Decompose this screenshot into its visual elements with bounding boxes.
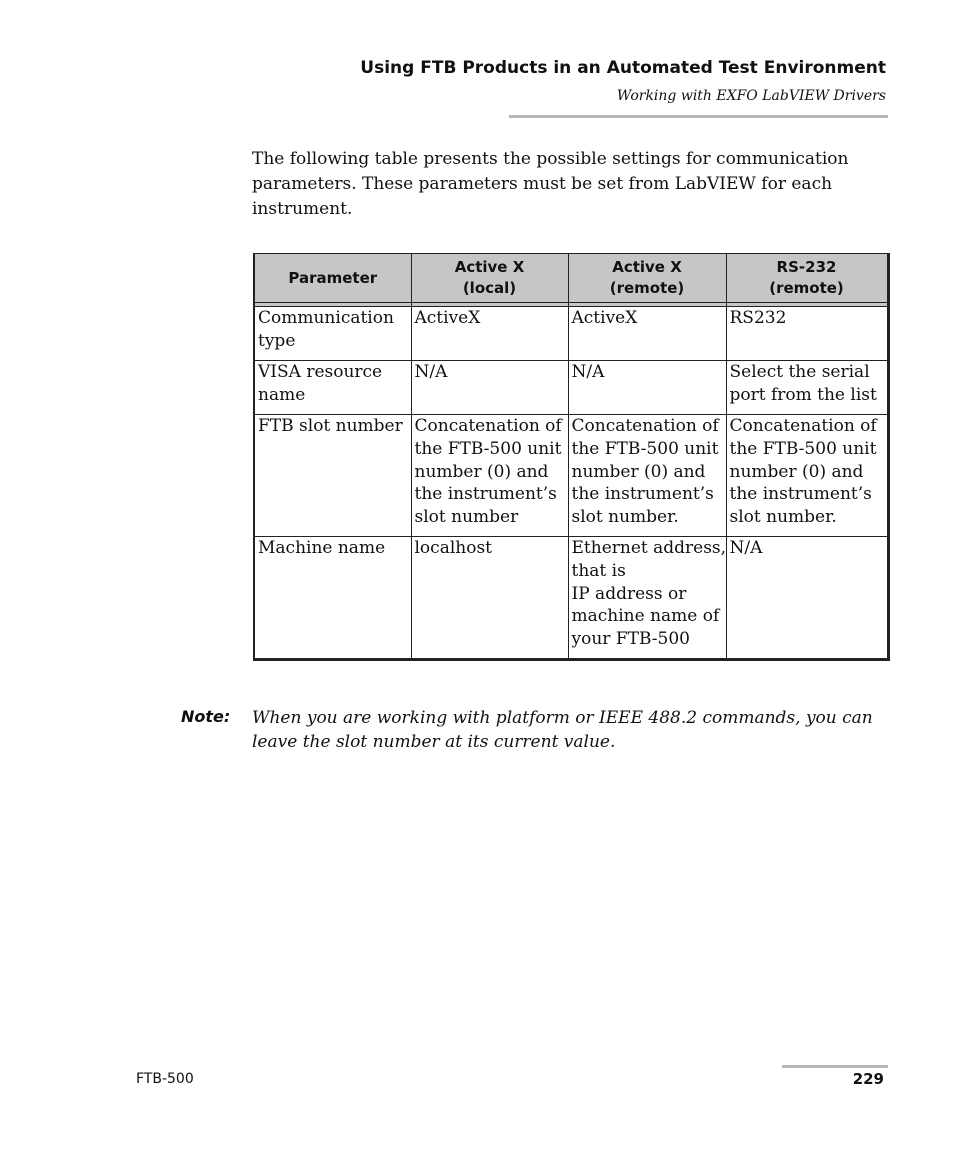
header-line: (remote) [609, 279, 685, 297]
cell-line: slot number [414, 506, 519, 527]
cell-line: the FTB-500 unit [571, 438, 719, 459]
cell-line: ActiveX [414, 308, 481, 328]
table-cell [726, 307, 888, 361]
intro-paragraph: The following table presents the possible settings for communication parameters. These parameters must be set from LabVIEW for each instrument. [252, 149, 849, 219]
header-parameter [254, 254, 411, 303]
cell-line: port from the list [729, 384, 877, 405]
table-cell [411, 537, 568, 660]
cell-line: VISA resource [258, 362, 383, 383]
cell-line: the FTB-500 unit [729, 438, 877, 459]
page-header-subtitle: Working with EXFO LabVIEW Drivers [616, 88, 886, 104]
cell-line: slot number. [729, 506, 837, 527]
cell-line: that is [571, 560, 626, 581]
header-line: (local) [462, 279, 517, 297]
cell-line: machine name of [571, 606, 720, 627]
cell-line: number (0) and [729, 461, 864, 482]
table-row-ftb-slot-number [254, 415, 888, 537]
cell-line: N/A [571, 362, 605, 383]
cell-line: Select the serial [729, 362, 870, 383]
table-header-row [254, 254, 888, 303]
table-cell [568, 307, 726, 361]
table-cell [568, 537, 726, 660]
cell-line: Communication [258, 308, 394, 328]
cell-line: Concatenation of [571, 416, 719, 437]
page-header-title: Using FTB Products in an Automated Test Environment [360, 58, 886, 78]
cell-line: type [258, 330, 296, 351]
cell-line: the instrument’s [571, 484, 714, 505]
cell-line: Machine name [258, 538, 386, 559]
communication-parameters-table [253, 253, 890, 661]
table-cell [568, 415, 726, 537]
header-line: RS-232 [776, 258, 837, 276]
note-label: Note: [181, 707, 231, 726]
table-cell [411, 307, 568, 361]
cell-line: Ethernet address, [571, 538, 727, 559]
cell-line: number (0) and [414, 461, 549, 482]
table-cell [254, 307, 411, 361]
table-cell [568, 361, 726, 415]
table-cell [726, 415, 888, 537]
cell-line: name [258, 384, 306, 405]
header-line: (remote) [769, 279, 844, 297]
header-divider [509, 115, 888, 118]
table-row-visa-resource-name [254, 361, 888, 415]
cell-line: number (0) and [571, 461, 706, 482]
cell-line: FTB slot number [258, 416, 403, 437]
cell-line: the instrument’s [729, 484, 872, 505]
table-cell [726, 361, 888, 415]
table-cell [411, 415, 568, 537]
table-cell [254, 361, 411, 415]
note-text: When you are working with platform or IEEE 488.2 commands, you can leave the slot number at its current value. [252, 708, 873, 752]
footer-divider [782, 1065, 888, 1068]
table-cell [254, 415, 411, 537]
cell-line: RS232 [729, 308, 787, 328]
table-cell [411, 361, 568, 415]
header-rs232-remote [726, 254, 888, 303]
cell-line: Concatenation of [729, 416, 877, 437]
header-activex-local [411, 254, 568, 303]
cell-line: the instrument’s [414, 484, 557, 505]
cell-line: IP address or [571, 583, 687, 604]
cell-line: slot number. [571, 506, 679, 527]
cell-line: the FTB-500 unit [414, 438, 562, 459]
table-cell [726, 537, 888, 660]
footer-page-number: 229 [852, 1070, 884, 1088]
header-line: Active X [454, 258, 525, 276]
cell-line: N/A [414, 362, 448, 383]
cell-line: N/A [729, 538, 763, 559]
table-cell [254, 537, 411, 660]
table-row-communication-type [254, 307, 888, 361]
cell-line: localhost [414, 538, 493, 559]
cell-line: your FTB-500 [571, 628, 690, 649]
header-activex-remote [568, 254, 726, 303]
cell-line: Concatenation of [414, 416, 562, 437]
header-line: Parameter [288, 268, 378, 287]
table-row-machine-name [254, 537, 888, 660]
footer-product-name: FTB-500 [136, 1071, 194, 1087]
cell-line: ActiveX [571, 308, 638, 328]
header-line: Active X [612, 258, 682, 276]
